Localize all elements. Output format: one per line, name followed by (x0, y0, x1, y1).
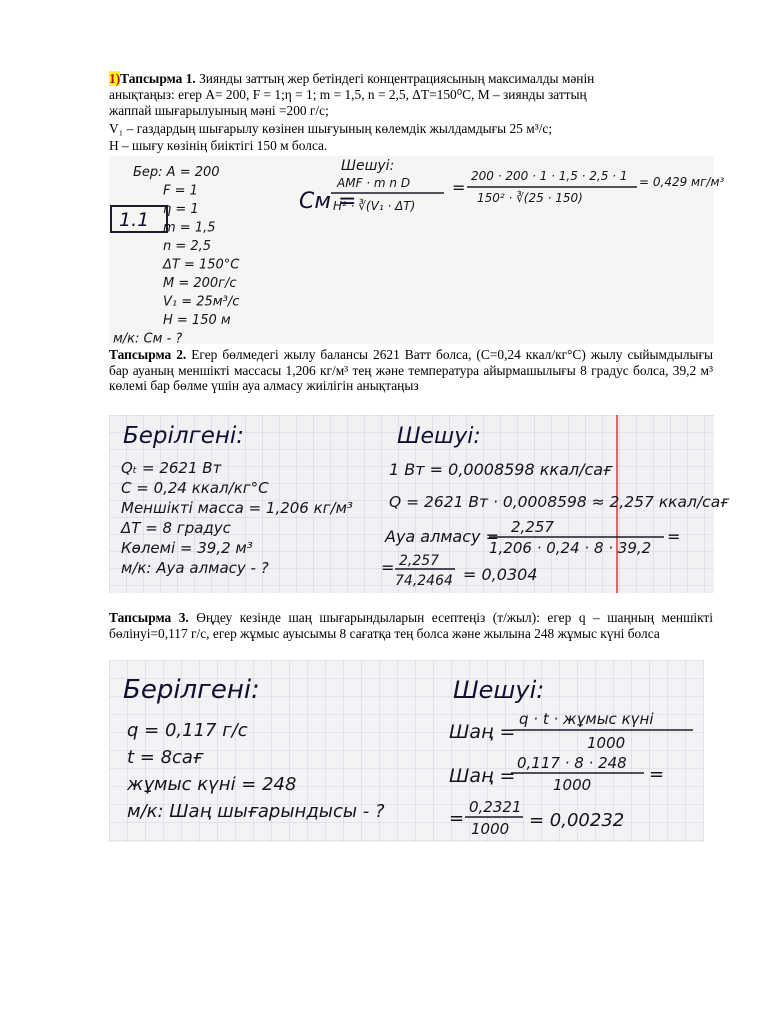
task1-given-item-8: H = 150 м (163, 313, 231, 328)
task1-given-item-0: Бер: A = 200 (133, 165, 220, 180)
task1-line1 (109, 71, 713, 87)
task1-text-line5: Н – шығу көзінің биіктігі 150 м болса. (109, 138, 328, 153)
task3-paragraph (109, 610, 713, 641)
task2-given-title: Берілгені: (123, 423, 245, 449)
task2-paragraph (109, 347, 713, 394)
task2-text: Егер бөлмедегі жылу балансы 2621 Ватт болса, (С=0,24 ккал/кг°С) жылу сыйымдылығы бар ауаның меншікті массасы 1,206 кг/м³ тең және температура айырмашылығы 8 градус болса, 39,2 м³ көлемі бар бөлме үшін ауа алмасу жиілігін анықтаңыз (109, 347, 713, 394)
task1-given-item-9: м/к: Cм - ? (113, 331, 183, 347)
task2-given-item-4: Көлемі = 39,2 м³ (121, 539, 253, 557)
task3-title: Тапсырма 3. (109, 610, 189, 625)
task3-f2-lhs: Шаң = (449, 765, 516, 787)
task2-step3-num: 2,257 (511, 518, 554, 536)
task3-given-item-2: жұмыс күні = 248 (127, 774, 297, 795)
task3-given-item-3: м/к: Шаң шығарындысы - ? (127, 801, 385, 822)
task2-given-item-5: м/к: Ауа алмасу - ? (121, 559, 269, 577)
task3-given-item-0: q = 0,117 г/с (127, 720, 248, 741)
task2-given-item-2: Меншікті масса = 1,206 кг/м³ (121, 499, 353, 517)
task2-step1: 1 Вт = 0,0008598 ккал/сағ (389, 460, 612, 479)
task3-solution-photo (109, 660, 704, 842)
task2-step2: Q = 2621 Вт · 0,0008598 ≈ 2,257 ккал/сағ (389, 493, 729, 511)
task1-lhs: Cм = (299, 189, 357, 214)
task2-title: Тапсырма 2. (109, 347, 187, 362)
task1-solution-photo (109, 156, 725, 347)
task1-given-item-2: η = 1 (163, 202, 199, 217)
task1-num-values: 200 · 200 · 1 · 1,5 · 2,5 · 1 (471, 169, 628, 183)
task1-solution-title: Шешуі: (341, 158, 395, 174)
task3-f2-den: 1000 (553, 776, 592, 794)
task3-text: Өңдеу кезінде шаң шығарындыларын есептеңіз (т/жыл): егер q – шаңның меншікті бөлінуі=0,117 г/с, егер жұмыс ауысымы 8 сағатқа тең болса және жылына 248 жұмыс күні болса (109, 610, 714, 641)
task2-solution-photo (109, 415, 729, 593)
task3-solution-title: Шешуі: (453, 676, 545, 704)
task3-given-item-1: t = 8сағ (127, 747, 203, 768)
task1-text-line3: жаппай шығарылуының мәні =200 г/с; (109, 103, 329, 118)
task2-step4-num: 2,257 (399, 553, 440, 569)
task3-f2-num: 0,117 · 8 · 248 (517, 754, 627, 772)
task2-step4-result: = 0,0304 (463, 565, 538, 584)
task1-denominator: H² · ∛(V₁ · ΔT) (333, 199, 416, 213)
task1-given-item-3: m = 1,5 (163, 220, 216, 236)
task2-given-item-1: C = 0,24 ккал/кг°C (121, 479, 269, 497)
task1-given-item-1: F = 1 (163, 183, 198, 199)
task1-result: = 0,429 мг/м³ (639, 175, 725, 189)
task2-solution-title: Шешуі: (397, 424, 481, 449)
task1-equals: = (452, 178, 466, 197)
task1-given-item-6: M = 200г/с (163, 276, 237, 291)
task3-f1-lhs: Шаң = (449, 721, 516, 743)
task1-numerator: AMF · m n D (337, 176, 411, 190)
task2-step3-den: 1,206 · 0,24 · 8 · 39,2 (489, 539, 652, 557)
task1-given-item-5: ΔT = 150°C (163, 257, 240, 273)
task1-text-line1: Зиянды заттың жер бетіндегі концентрациясының максималды мәнін (195, 71, 595, 86)
task3-f1-den: 1000 (587, 734, 626, 752)
task3-f2-eq: = (649, 764, 665, 785)
task1-text-line4: V₁ – газдардың шығарылу көзінен шығуының көлемдік жылдамдығы 25 м³/с; (109, 121, 553, 136)
task2-step4-eq: = (381, 558, 395, 577)
task1-given-item-4: n = 2,5 (163, 239, 212, 254)
task3-f3-den: 1000 (471, 820, 510, 838)
task1-number: 1) (109, 71, 121, 86)
task2-step3-lhs: Ауа алмасу = (385, 527, 499, 546)
task3-given-title: Берілгені: (123, 675, 260, 705)
task2-step3-eq: = (667, 527, 681, 546)
task3-f3-num: 0,2321 (469, 798, 522, 816)
task1-given-item-7: V₁ = 25м³/с (163, 294, 240, 310)
task3-f1-num: q · t · жұмыс күні (519, 710, 654, 728)
task2-step4-den: 74,2464 (395, 573, 453, 589)
task2-given-item-3: ΔT = 8 градус (121, 519, 231, 537)
task1-box-label: 1.1 (119, 209, 150, 231)
task1-den-values: 150² · ∛(25 · 150) (477, 191, 583, 205)
task1-text-line2: анықтаңыз: егер А= 200, F = 1;η = 1; m = 1,5, n = 2,5, ΔT=150⁰C, М – зиянды заттың (109, 87, 587, 102)
task3-f3-result: = 0,00232 (529, 810, 625, 831)
task3-f3-eq: = (449, 808, 465, 829)
task2-given-item-0: Qₜ = 2621 Вт (121, 459, 222, 477)
task1-title: Тапсырма 1. (120, 71, 196, 86)
